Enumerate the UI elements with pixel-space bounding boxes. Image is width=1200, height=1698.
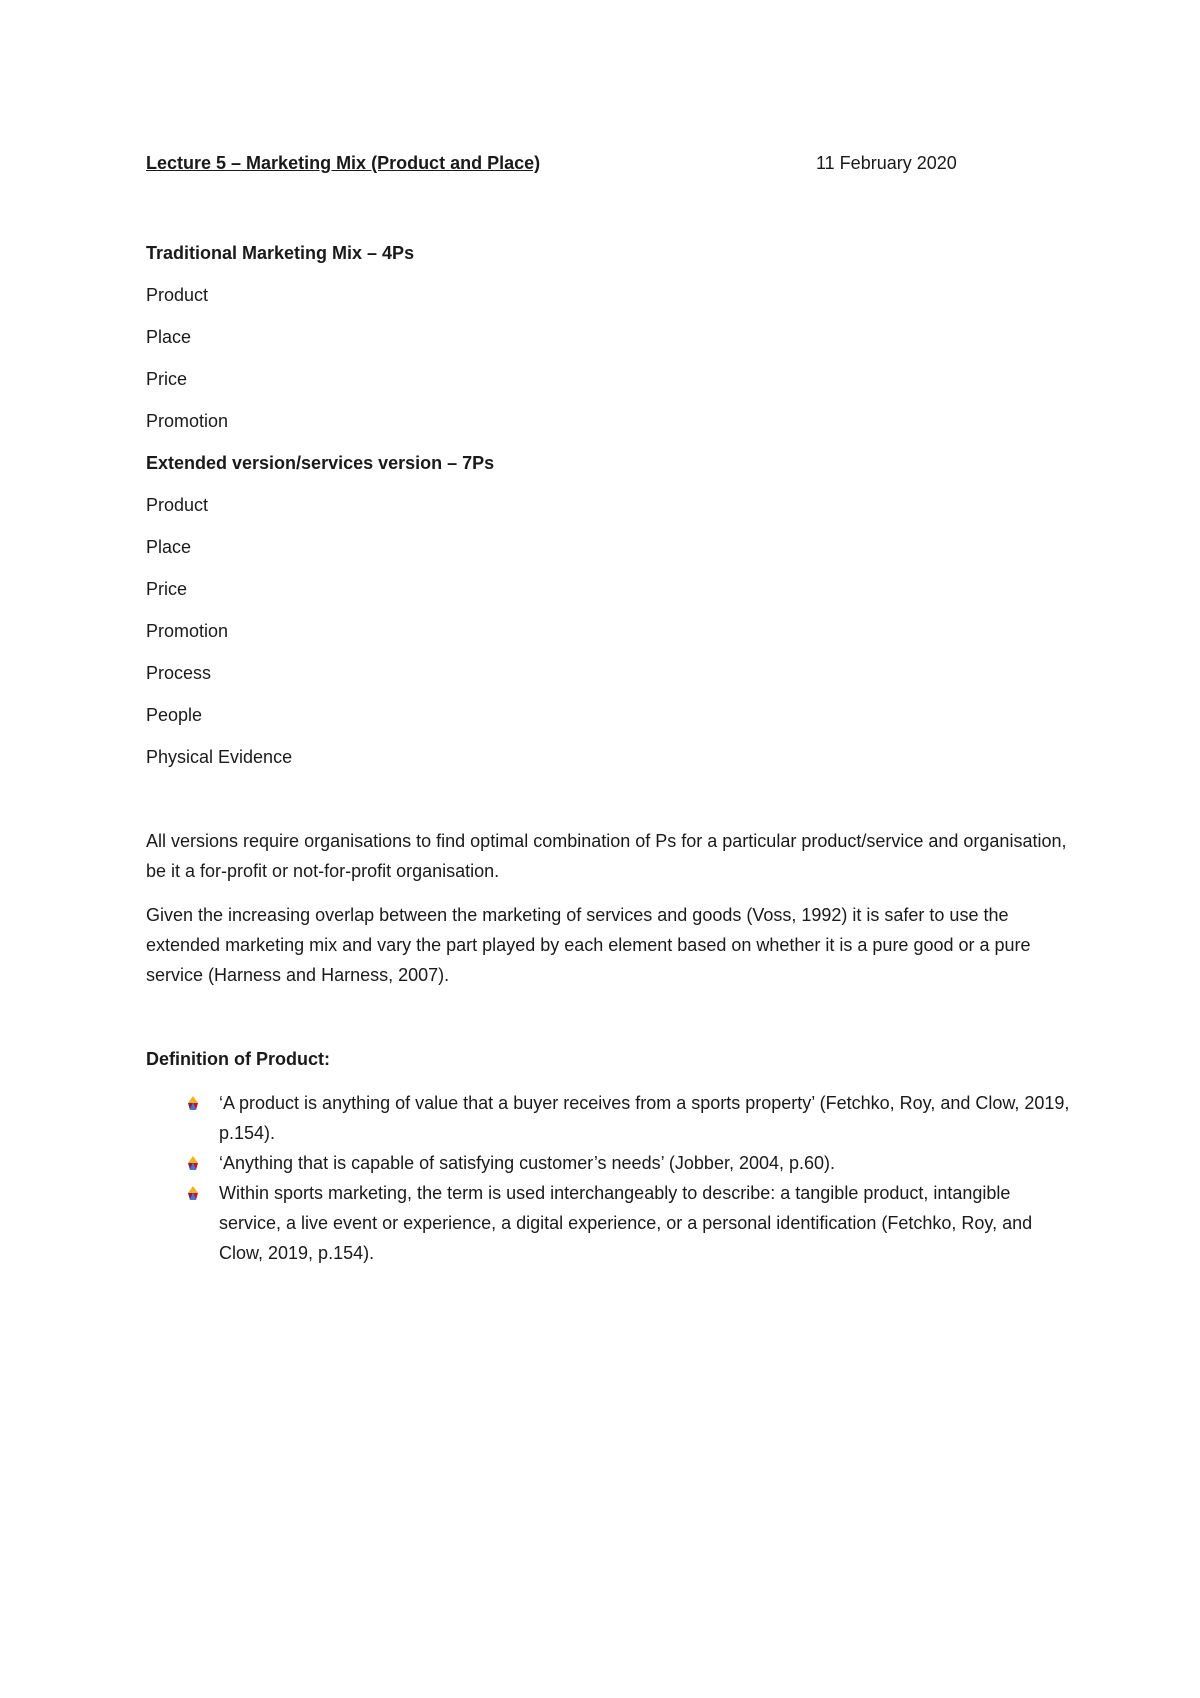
definition-list [146,1088,1076,1268]
extended-item-price: Price [146,579,188,599]
spacer [146,178,1076,238]
list-item [146,1148,1076,1178]
extended-item-physical-evidence: Physical Evidence [146,747,293,767]
traditional-item-price: Price [146,369,188,389]
page-title: Lecture 5 – Marketing Mix (Product and Place) [146,153,541,173]
list-item [146,1088,1076,1148]
extended-item-product: Product [146,495,209,515]
header-row [146,148,1076,178]
lecture-date: 11 February 2020 [816,153,957,173]
extended-item-process: Process [146,663,212,683]
extended-item-place: Place [146,537,192,557]
paragraph-versions: All versions require organisations to find optimal combination of Ps for a particular product/service and organisation, be it a for-profit or not-for-profit organisation. [146,831,1067,881]
traditional-item-product: Product [146,285,209,305]
list-item [146,1178,1076,1268]
paragraph-overlap: Given the increasing overlap between the marketing of services and goods (Voss, 1992) it is safer to use the extended marketing mix and vary the part played by each element based on whether it is a pure good or a pure service (Harness and Harness, 2007). [146,905,1031,985]
traditional-mix-heading: Traditional Marketing Mix – 4Ps [146,243,415,263]
arrow-bullet-icon [186,1186,200,1200]
arrow-bullet-icon [186,1096,200,1110]
extended-item-promotion: Promotion [146,621,229,641]
traditional-item-place: Place [146,327,192,347]
extended-item-people: People [146,705,203,725]
document-content [146,148,1076,1268]
definition-bullet-text: Within sports marketing, the term is used interchangeably to describe: a tangible product, intangible service, a live event or experience, a digital experience, or a personal identification (Fetchko, Roy, and Clow, 2019, p.154). [219,1183,1033,1263]
extended-mix-heading: Extended version/services version – 7Ps [146,453,495,473]
definition-bullet-text: ‘A product is anything of value that a buyer receives from a sports property’ (Fetchko, Roy, and Clow, 2019, p.154). [219,1093,1070,1143]
definition-heading: Definition of Product: [146,1049,330,1069]
traditional-item-promotion: Promotion [146,411,229,431]
definition-bullet-text: ‘Anything that is capable of satisfying customer’s needs’ (Jobber, 2004, p.60). [219,1153,836,1173]
arrow-bullet-icon [186,1156,200,1170]
